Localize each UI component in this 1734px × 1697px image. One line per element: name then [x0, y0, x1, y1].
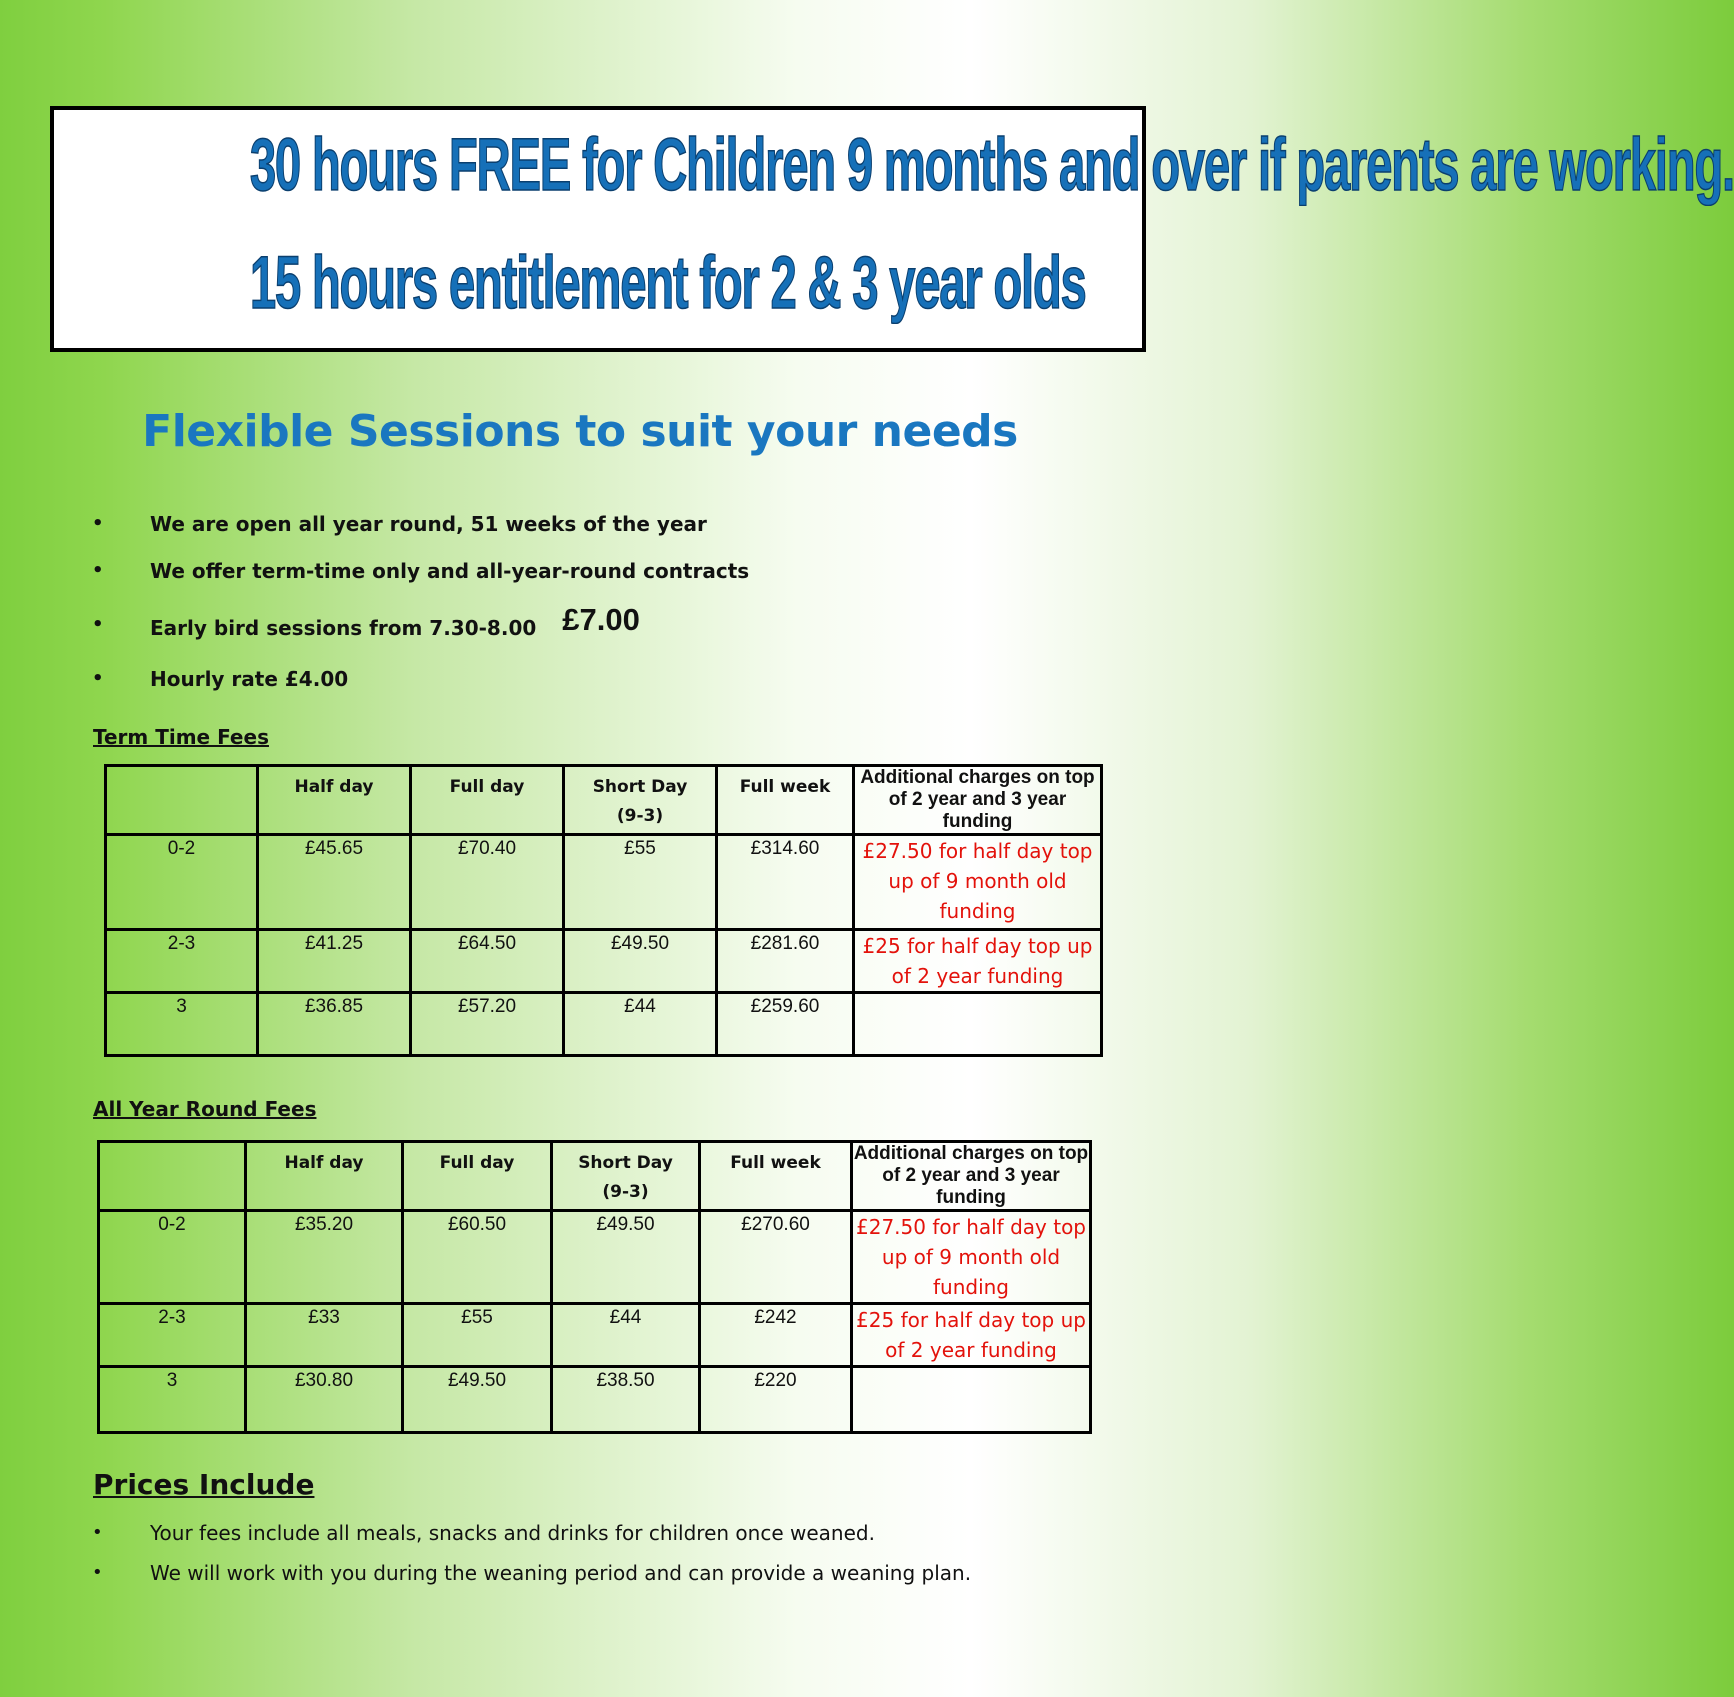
header-full-week: Full week: [700, 1142, 852, 1211]
cell-full-day: £57.20: [411, 993, 564, 1056]
cell-full-day: £49.50: [403, 1367, 552, 1433]
page-heading: Flexible Sessions to suit your needs: [142, 406, 1018, 457]
cell-short-day: £38.50: [552, 1367, 700, 1433]
feature-text: We are open all year round, 51 weeks of the year: [150, 512, 707, 536]
feature-text: Hourly rate £4.00: [150, 667, 349, 691]
all-year-fees-table: [97, 1140, 1092, 1434]
header-full-day: Full day: [403, 1142, 552, 1211]
cell-half-day: £30.80: [246, 1367, 403, 1433]
banner-line-30-hours: 30 hours FREE for Children 9 months and over if parents are working.: [249, 123, 1734, 206]
cell-short-day: £44: [552, 1304, 700, 1367]
table-header-row: [106, 766, 1102, 835]
feature-early-bird: [92, 602, 749, 640]
cell-additional-charge: £25 for half day top up of 2 year funding: [854, 930, 1102, 993]
table-row: [106, 993, 1102, 1056]
features-list: [92, 512, 749, 691]
cell-additional-charge: £27.50 for half day top up of 9 month old funding: [854, 835, 1102, 930]
header-short-day: [564, 766, 717, 835]
cell-short-day: £44: [564, 993, 717, 1056]
cell-age: 0-2: [106, 835, 258, 930]
header-short-day-label: Short Day: [578, 1153, 673, 1173]
feature-text: Early bird sessions from 7.30-8.00: [150, 616, 537, 640]
cell-full-day: £60.50: [403, 1211, 552, 1304]
cell-full-week: £314.60: [717, 835, 854, 930]
header-additional-charges: Additional charges on top of 2 year and 3 year funding: [854, 766, 1102, 835]
cell-half-day: £36.85: [258, 993, 411, 1056]
term-time-title: Term Time Fees: [93, 725, 269, 749]
feature-text: We offer term-time only and all-year-round contracts: [150, 559, 750, 583]
cell-half-day: £35.20: [246, 1211, 403, 1304]
cell-age: 2-3: [99, 1304, 246, 1367]
cell-additional-charge: [854, 993, 1102, 1056]
header-age: [106, 766, 258, 835]
table-header-row: [99, 1142, 1091, 1211]
feature-open-all-year: [92, 512, 749, 536]
cell-additional-charge: [852, 1367, 1091, 1433]
header-age: [99, 1142, 246, 1211]
feature-contracts: [92, 559, 749, 583]
table-row: [106, 930, 1102, 993]
cell-additional-charge: £25 for half day top up of 2 year funding: [852, 1304, 1091, 1367]
cell-short-day: £49.50: [552, 1211, 700, 1304]
cell-short-day: £55: [564, 835, 717, 930]
cell-full-day: £55: [403, 1304, 552, 1367]
prices-include-title: Prices Include: [93, 1468, 315, 1501]
cell-full-week: £281.60: [717, 930, 854, 993]
term-time-fees-table: [104, 764, 1103, 1057]
cell-half-day: £45.65: [258, 835, 411, 930]
early-bird-price: £7.00: [562, 602, 640, 637]
cell-additional-charge: £27.50 for half day top up of 9 month old funding: [852, 1211, 1091, 1304]
header-half-day: Half day: [246, 1142, 403, 1211]
header-additional-charges: Additional charges on top of 2 year and 3 year funding: [852, 1142, 1091, 1211]
list-item: • We will work with you during the weaning period and can provide a weaning plan.: [92, 1561, 971, 1585]
table-row: [106, 835, 1102, 930]
header-full-day: Full day: [411, 766, 564, 835]
all-year-title: All Year Round Fees: [93, 1097, 317, 1121]
prices-include-list: [92, 1521, 971, 1601]
cell-full-week: £220: [700, 1367, 852, 1433]
table-row: [99, 1211, 1091, 1304]
table-row: [99, 1367, 1091, 1433]
cell-age: 3: [99, 1367, 246, 1433]
header-short-day-label: Short Day: [592, 777, 688, 797]
feature-hourly-rate: [92, 667, 749, 691]
list-item: • Your fees include all meals, snacks and drinks for children once weaned.: [92, 1521, 971, 1545]
header-short-day-hours: (9-3): [602, 1182, 649, 1202]
banner-line-15-hours: 15 hours entitlement for 2 & 3 year olds: [249, 241, 1086, 324]
table-row: [99, 1304, 1091, 1367]
cell-age: 0-2: [99, 1211, 246, 1304]
cell-age: 3: [106, 993, 258, 1056]
cell-half-day: £33: [246, 1304, 403, 1367]
cell-full-day: £64.50: [411, 930, 564, 993]
cell-half-day: £41.25: [258, 930, 411, 993]
cell-full-week: £242: [700, 1304, 852, 1367]
cell-full-day: £70.40: [411, 835, 564, 930]
header-short-day-hours: (9-3): [616, 806, 664, 826]
cell-short-day: £49.50: [564, 930, 717, 993]
funding-banner: [50, 106, 1734, 352]
header-half-day: Half day: [258, 766, 411, 835]
header-short-day: [552, 1142, 700, 1211]
cell-age: 2-3: [106, 930, 258, 993]
cell-full-week: £270.60: [700, 1211, 852, 1304]
header-full-week: Full week: [717, 766, 854, 835]
cell-full-week: £259.60: [717, 993, 854, 1056]
